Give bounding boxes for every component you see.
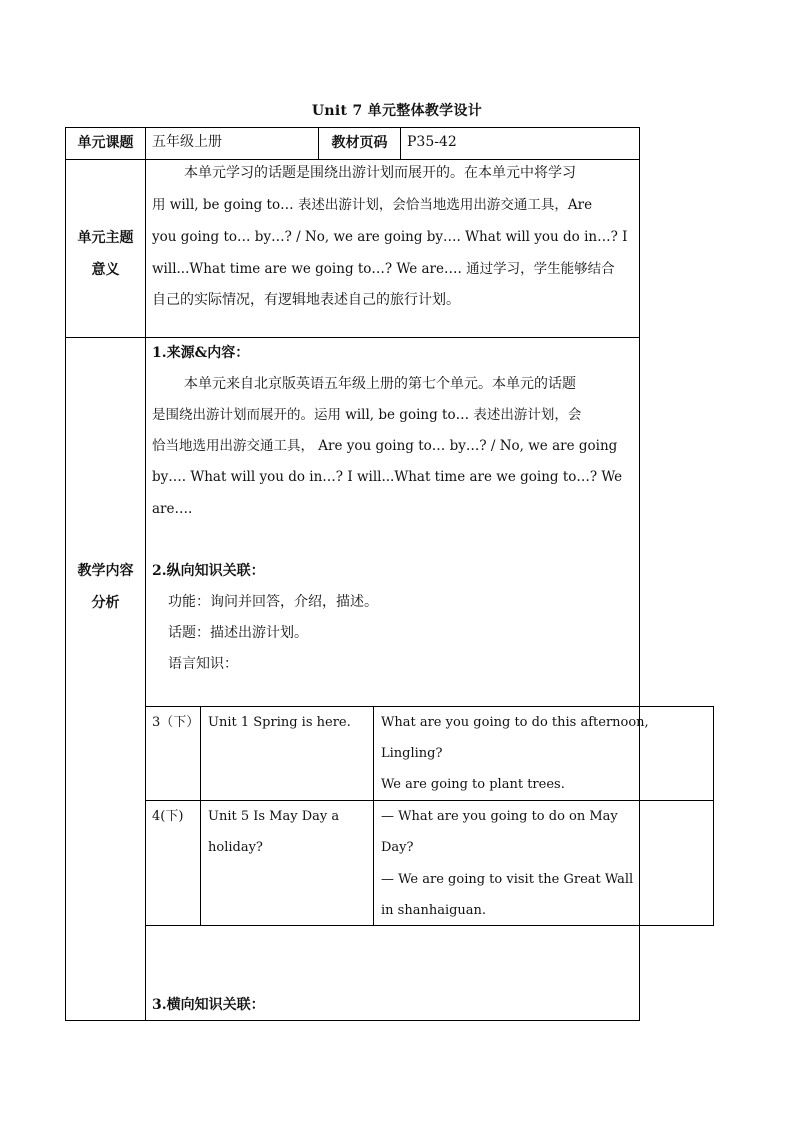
section1-line-5: are…. bbox=[152, 501, 193, 517]
section1-line-1: 本单元来自北京版英语五年级上册的第七个单元。本单元的话题 bbox=[184, 376, 576, 392]
section1-line-2: 是围绕出游计划而展开的。运用 will, be going to… 表述出游计划，会 bbox=[152, 407, 582, 423]
table-row-2-content-2: Day? bbox=[381, 840, 414, 855]
table-row-1-unit: Unit 1 Spring is here. bbox=[208, 715, 351, 730]
table-row-1-content-1: What are you going to do this afternoon, bbox=[381, 715, 649, 730]
inner-col-4 bbox=[713, 706, 714, 926]
theme-line-2: 用 will, be going to… 表述出游计划，会恰当地选用出游交通工具，Are bbox=[152, 197, 593, 213]
theme-line-5: 自己的实际情况，有逻辑地表述自己的旅行计划。 bbox=[152, 292, 460, 308]
table-row-2-grade: 4(下) bbox=[152, 809, 184, 824]
inner-col-1 bbox=[200, 706, 201, 926]
table-border-right bbox=[639, 127, 640, 707]
theme-label-line2: 意义 bbox=[91, 262, 120, 278]
analysis-label-line1: 教学内容 bbox=[77, 563, 134, 579]
section2-line-3: 语言知识： bbox=[168, 656, 238, 672]
table-row-1-grade: 3（下） bbox=[152, 715, 200, 730]
theme-line-3: you going to… by…? / No, we are going by…. What will you do in…? I bbox=[152, 229, 628, 245]
table-row-2-content-4: in shanhaiguan. bbox=[381, 903, 487, 918]
table-border-right-lower bbox=[639, 926, 640, 1021]
inner-col-2 bbox=[373, 706, 374, 926]
table-row-2-unit-1: Unit 5 Is May Day a bbox=[208, 809, 340, 824]
theme-line-4: will...What time are we going to…? We are…. 通过学习，学生能够结合 bbox=[152, 261, 615, 277]
analysis-label-line2: 分析 bbox=[91, 595, 120, 611]
table-row-2-unit-2: holiday? bbox=[208, 840, 263, 855]
label-column-divider bbox=[145, 127, 146, 1021]
section1-title: 1.来源&内容： bbox=[152, 345, 250, 361]
theme-label-line1: 单元主题 bbox=[77, 230, 134, 246]
table-row-1-content-2: Lingling? bbox=[381, 746, 443, 761]
unit-topic-value: 五年级上册 bbox=[152, 134, 222, 150]
table-row-2-content-1: — What are you going to do on May bbox=[381, 809, 618, 824]
row1-divider-b bbox=[400, 127, 401, 160]
page-title: Unit 7 单元整体教学设计 bbox=[311, 103, 483, 119]
table-row-2-content-3: — We are going to visit the Great Wall bbox=[381, 872, 634, 887]
inner-col-3 bbox=[639, 706, 640, 926]
section2-line-1: 功能：询问并回答，介绍，描述。 bbox=[168, 594, 378, 610]
page-range-label: 教材页码 bbox=[331, 135, 388, 151]
section1-line-4: by…. What will you do in…? I will...What time are we going to…? We bbox=[152, 469, 623, 485]
unit-topic-label: 单元课题 bbox=[77, 135, 134, 151]
section2-title: 2.纵向知识关联： bbox=[152, 563, 265, 579]
theme-line-1: 本单元学习的话题是围绕出游计划而展开的。在本单元中将学习 bbox=[184, 165, 576, 181]
section3-title: 3.横向知识关联： bbox=[152, 997, 265, 1013]
page-range-value: P35-42 bbox=[407, 134, 457, 150]
section1-line-3: 恰当地选用出游交通工具， Are you going to… by…? / No, we are going bbox=[152, 438, 618, 454]
table-row-1-content-3: We are going to plant trees. bbox=[381, 777, 565, 792]
section2-line-2: 话题：描述出游计划。 bbox=[168, 625, 308, 641]
